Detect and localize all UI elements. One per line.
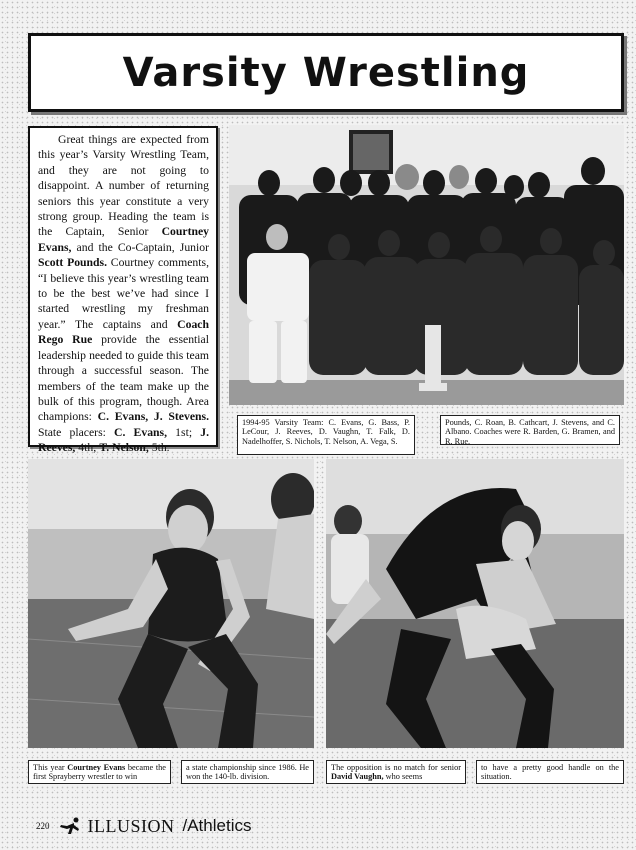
story-text-run: Courtney comments, “I believe this year’s wrestling team to be the best we’ve had since I started wrestling my freshman year.” The captains and [38,256,209,331]
action-caption-1: This year Courtney Evans became the first Sprayberry wrestler to win [28,760,171,784]
action-photo-vaughn [326,459,624,748]
story-bold-run: T. Nelson, [99,441,149,455]
story-bold-run: Coach Rego Rue [38,317,209,347]
team-photo-caption-2: Pounds, C. Roan, B. Cathcart, J. Stevens, and C. Albano. Coaches were R. Barden, G. Bramen, and R. Rue. [440,415,620,445]
story-text-box [28,126,218,455]
story-text-run: Great things are expected from this year’s Varsity Wrestling Team, and they are not going to disappoint. A number of returning seniors this year constitute a very strong group. Heading the team is the Captain, Senior [38,133,209,239]
section-name: /Athletics [182,816,252,835]
story-text-run: provide the essential leadership needed to guide this team through a successful season. The members of the team make up the bulk of this program, though. Area champions: [38,333,209,424]
action-caption-4: to have a pretty good handle on the situation. [476,760,624,784]
story-bold-run: Scott Pounds. [38,256,108,270]
story-paragraph [38,132,209,456]
story-bold-run: C. Evans, J. Stevens. [97,410,209,424]
page-title: Varsity Wrestling [122,49,530,96]
page-number: 220 [36,821,50,831]
story-text-run: 5th. [148,441,170,455]
team-photo [229,125,624,405]
team-photo-caption-1: 1994-95 Varsity Team: C. Evans, G. Bass, P. LeCour, J. Reeves, D. Vaughn, T. Falk, D. Nadelhoffer, S. Nichols, T. Nelson, A. Vega, S. [237,415,415,455]
action-photo-evans [28,459,314,748]
running-figure-icon [58,817,84,835]
story-text-run: 1st; [167,425,201,439]
story-bold-run: Courtney Evans, [38,225,209,254]
title-banner [28,33,624,112]
story-bold-run: J. Reeves, [38,425,209,455]
story-text-run: and the Co-Captain, Junior [71,240,209,254]
story-bold-run: C. Evans, [114,425,168,439]
page-folio [36,812,296,840]
action-caption-3: The opposition is no match for senior David Vaughn, who seems [326,760,466,784]
action-caption-2: a state championship since 1986. He won the 140-lb. division. [181,760,314,784]
story-text-run: 4th; [75,441,100,455]
magazine-name: ILLUSION [87,815,175,836]
story-text-run: State placers: [38,425,115,439]
